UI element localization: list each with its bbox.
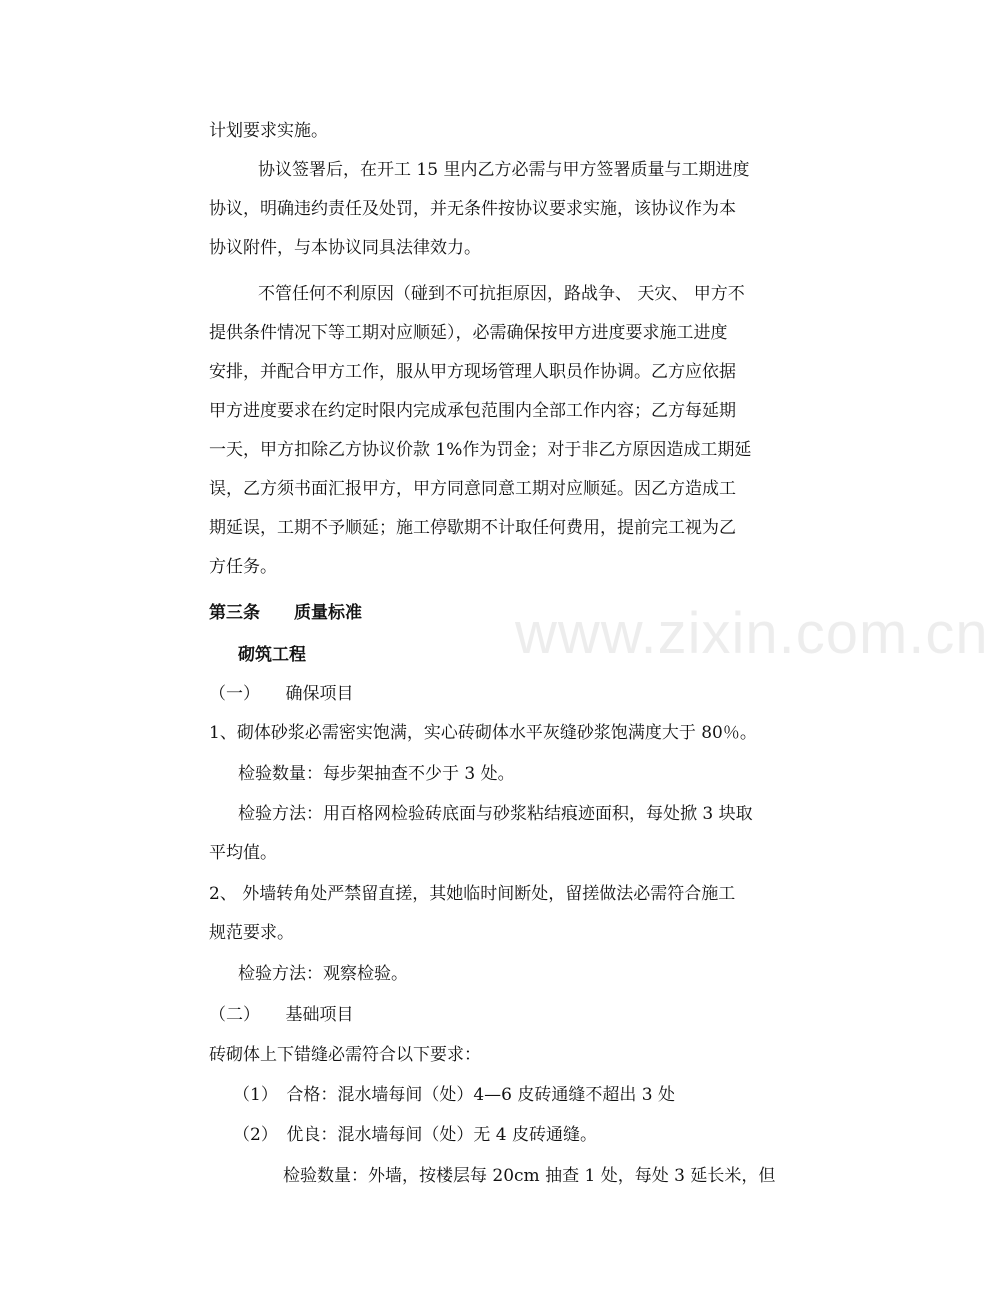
text-line: 检验方法：用百格网检验砖底面与砂浆粘结痕迹面积，每处掀 3 块取 [238, 804, 753, 824]
text-line: 甲方进度要求在约定时限内完成承包范围内全部工作内容；乙方每延期 [209, 401, 736, 421]
text-line: 2、 外墙转角处严禁留直搓，其她临时间断处，留搓做法必需符合施工 [209, 884, 736, 904]
text-line: 一天，甲方扣除乙方协议价款 1%作为罚金；对于非乙方原因造成工期延 [209, 440, 752, 460]
text-line: 检验数量：外墙，按楼层每 20cm 抽查 1 处，每处 3 延长米，但 [283, 1166, 776, 1186]
text-line: 计划要求实施。 [209, 121, 328, 141]
text-line: 期延误，工期不予顺延；施工停歇期不计取任何费用，提前完工视为乙 [209, 518, 736, 538]
text-line: 1、砌体砂浆必需密实饱满，实心砖砌体水平灰缝砂浆饱满度大于 80％。 [209, 723, 757, 743]
text-line: 不管任何不利原因（碰到不可抗拒原因，路战争、 天灾、 甲方不 [258, 284, 745, 304]
subsection-heading: 砌筑工程 [238, 645, 306, 665]
text-line: 检验数量：每步架抽查不少于 3 处。 [238, 764, 515, 784]
text-line: （2） 优良：混水墙每间（处）无 4 皮砖通缝。 [233, 1125, 597, 1145]
text-line: 规范要求。 [209, 923, 294, 943]
text-line: 提供条件情况下等工期对应顺延），必需确保按甲方进度要求施工进度 [209, 323, 728, 343]
text-line: 误，乙方须书面汇报甲方，甲方同意同意工期对应顺延。因乙方造成工 [209, 479, 736, 499]
text-line: （一） 确保项目 [209, 684, 354, 704]
section-heading: 第三条 质量标准 [209, 603, 362, 623]
text-line: （二） 基础项目 [209, 1005, 354, 1025]
text-line: 砖砌体上下错缝必需符合以下要求： [209, 1045, 481, 1065]
text-line: 方任务。 [209, 557, 277, 577]
text-line: 平均值。 [209, 843, 277, 863]
text-line: 安排，并配合甲方工作，服从甲方现场管理人职员作协调。乙方应依据 [209, 362, 736, 382]
text-line: 协议，明确违约责任及处罚，并无条件按协议要求实施，该协议作为本 [209, 199, 736, 219]
watermark: www.zixin.com.cn [515, 601, 989, 666]
text-line: （1） 合格：混水墙每间（处）4—6 皮砖通缝不超出 3 处 [233, 1085, 675, 1105]
text-line: 检验方法：观察检验。 [238, 964, 408, 984]
text-line: 协议签署后，在开工 15 里内乙方必需与甲方签署质量与工期进度 [258, 160, 750, 180]
text-line: 协议附件，与本协议同具法律效力。 [209, 238, 481, 258]
